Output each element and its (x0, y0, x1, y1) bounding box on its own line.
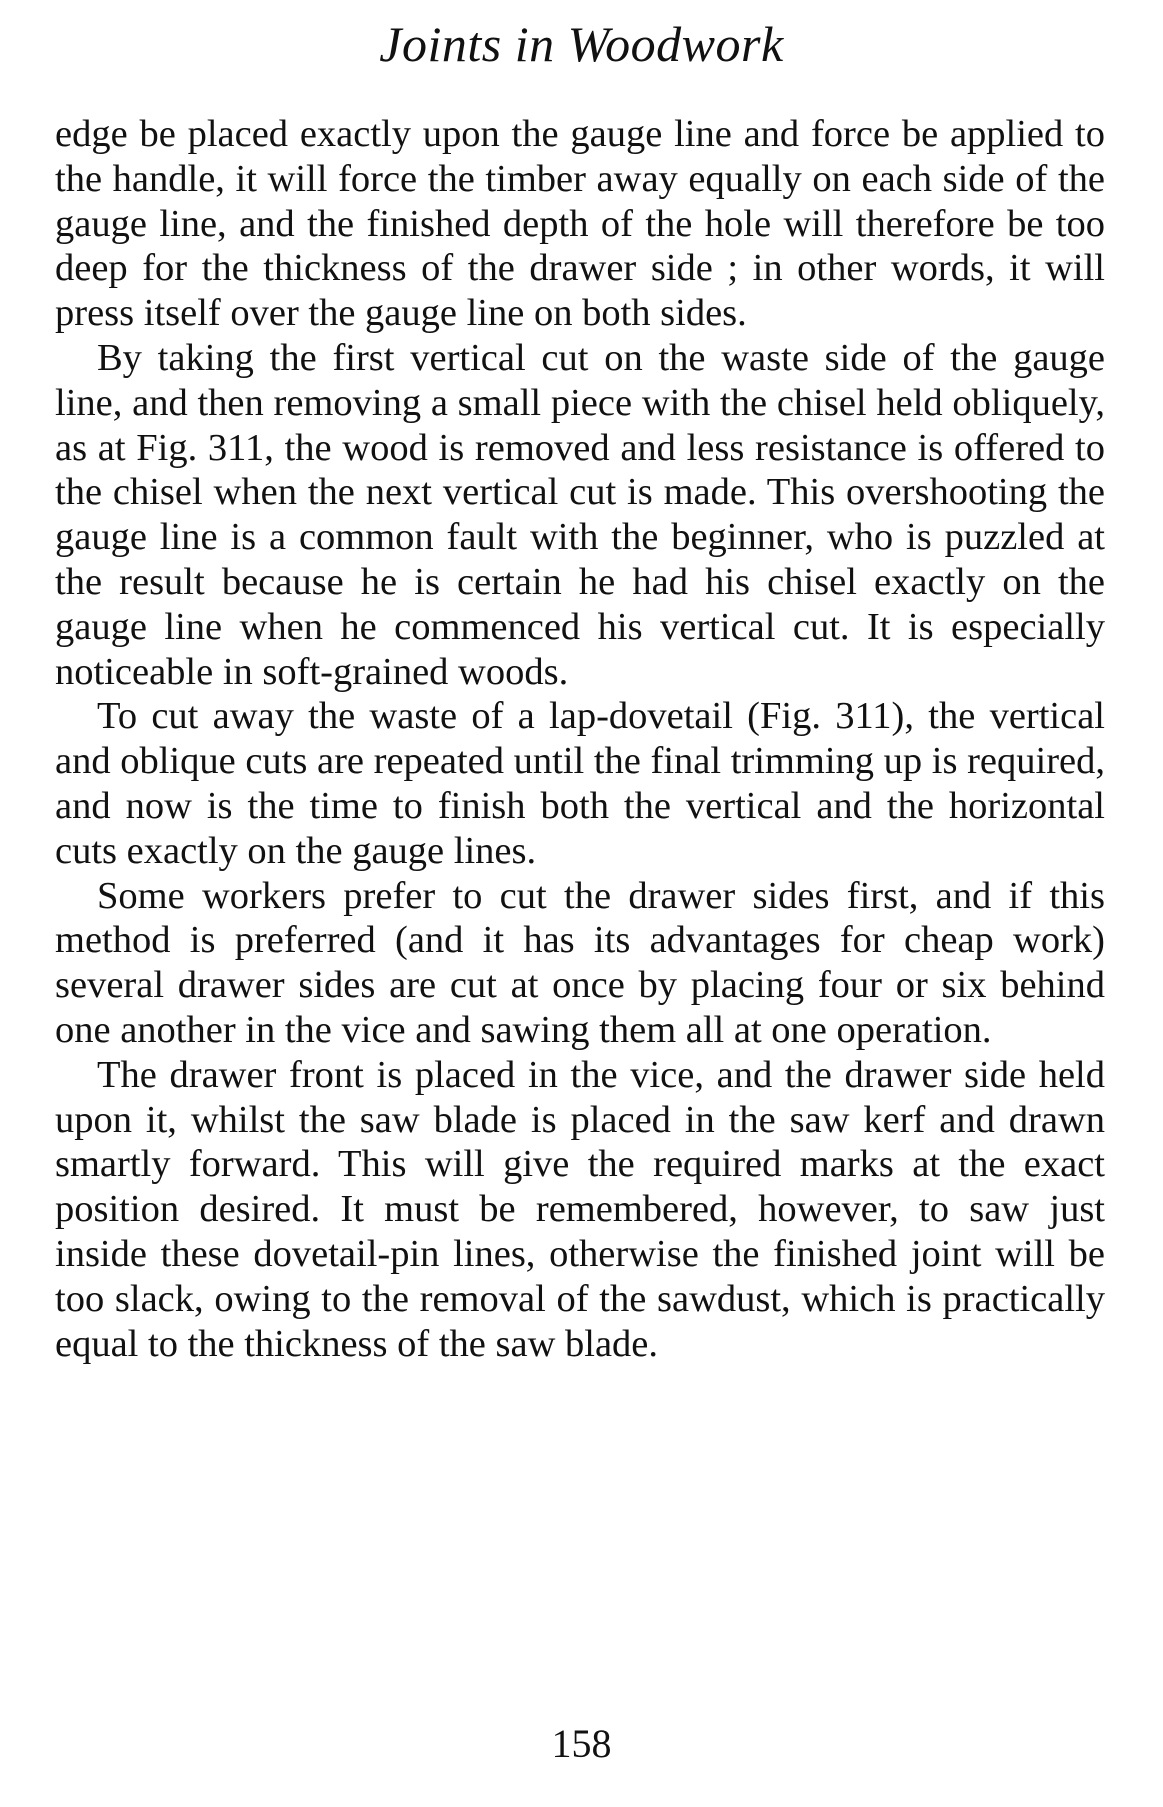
body-text (55, 112, 1105, 1366)
page-number: 158 (551, 1721, 612, 1766)
paragraph-continued: edge be placed exactly upon the gauge line and force be applied to the handle, it will force the timber away equally on each side of the gauge line, and the finished depth of the hole will therefore be too deep for the thickness of the drawer side ; in other words, it will press itself over the gauge line on both sides. (55, 113, 1105, 335)
paragraph: By taking the first vertical cut on the waste side of the gauge line, and then removing a small piece with the chisel held obliquely, as at Fig. 311, the wood is removed and less resistance is offered to the chisel when the next vertical cut is made. This overshooting the gauge line is a common fault with the beginner, who is puzzled at the result because he is certain he had his chisel exactly on the gauge line when he commenced his vertical cut. It is especially noticeable in soft-grained woods. (55, 336, 1105, 693)
paragraph: To cut away the waste of a lap-dovetail (Fig. 311), the vertical and oblique cuts are repeated until the final trimming up is required, and now is the time to finish both the vertical and the horizontal cuts exactly on the gauge lines. (55, 695, 1105, 872)
paragraph: Some workers prefer to cut the drawer sides first, and if this method is preferred (and it has its advantages for cheap work) several drawer sides are cut at once by placing four or six behind one another in the vice and sawing them all at one operation. (55, 874, 1105, 1051)
paragraph: The drawer front is placed in the vice, and the drawer side held upon it, whilst the saw blade is placed in the saw kerf and drawn smartly forward. This will give the required marks at the exact position desired. It must be remembered, however, to saw just inside these dovetail-pin lines, otherwise the finished joint will be too slack, owing to the removal of the sawdust, which is practically equal to the thickness of the saw blade. (55, 1053, 1105, 1365)
running-head: Joints in Woodwork (379, 16, 784, 72)
